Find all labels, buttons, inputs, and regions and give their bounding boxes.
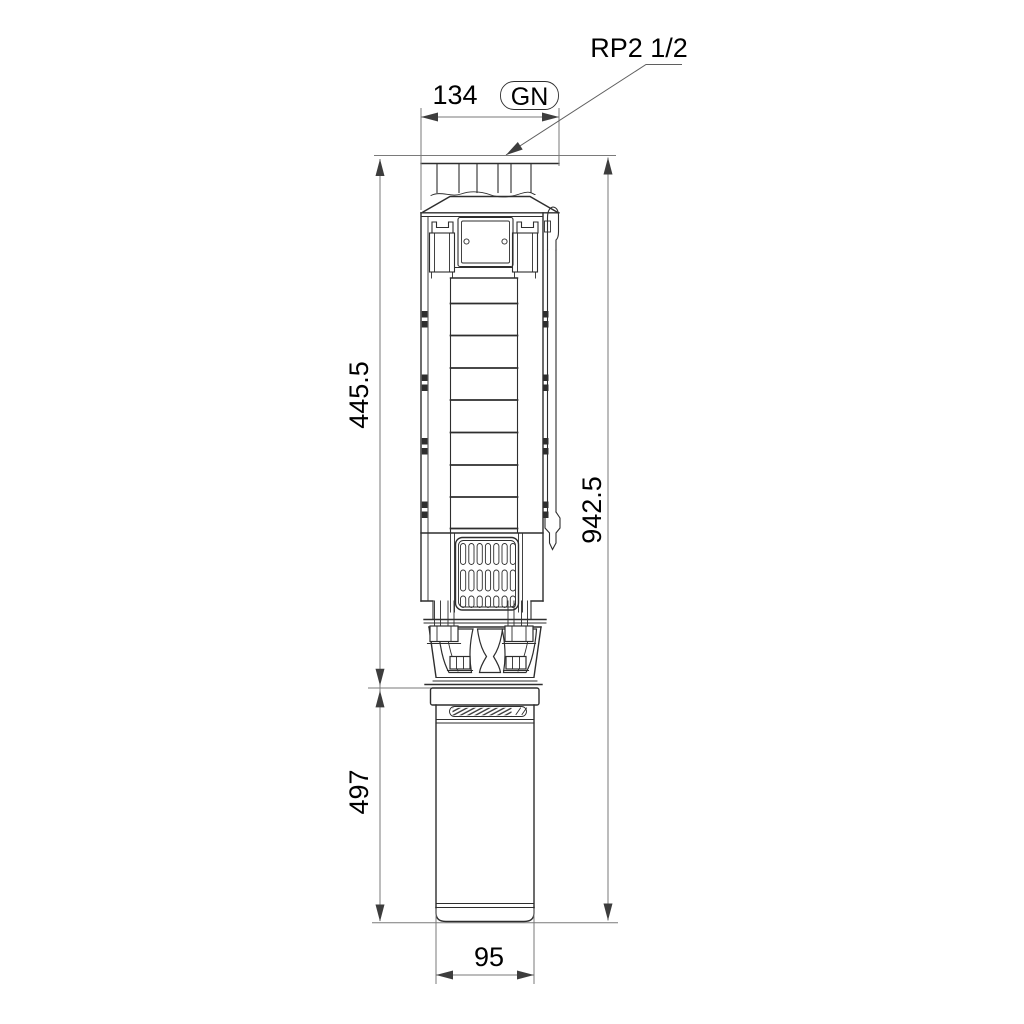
dim-total-length xyxy=(577,158,613,921)
arrowhead-icon xyxy=(542,113,559,122)
right-strap-tab xyxy=(517,222,538,233)
chamber-stack xyxy=(421,278,549,533)
tie-rod-studs xyxy=(435,601,528,626)
strainer-slot xyxy=(494,596,499,608)
arrowhead-icon xyxy=(376,905,385,922)
dim-top-width-value: 134 xyxy=(432,80,478,110)
left-guard-tick xyxy=(422,502,428,509)
nameplate xyxy=(458,218,513,267)
upper-right-nut xyxy=(505,626,533,642)
arrowhead-icon xyxy=(604,904,613,921)
motor-bracket xyxy=(424,620,546,685)
right-strap-detail xyxy=(518,233,533,272)
badge-label: GN xyxy=(510,83,549,111)
strainer-slot xyxy=(461,570,466,591)
arrowhead-icon xyxy=(376,669,385,686)
connection-badge xyxy=(501,82,559,112)
left-strap-feet xyxy=(432,272,453,278)
lower-right-nut xyxy=(506,657,526,670)
motor-body-sides xyxy=(436,705,534,908)
left-guard-tick xyxy=(422,321,428,328)
motor-label-hatch xyxy=(453,708,512,716)
strainer-slot xyxy=(502,570,507,591)
strainer-slot xyxy=(510,544,515,565)
strainer-slot xyxy=(485,596,490,608)
left-guard-tick xyxy=(422,385,428,392)
left-strap xyxy=(430,233,455,272)
strainer-slot xyxy=(485,544,490,565)
motor-bottom-cap xyxy=(436,908,534,922)
left-strap-tab xyxy=(432,222,453,233)
arrowhead-icon xyxy=(517,971,534,980)
nameplate-screw-right xyxy=(502,239,507,244)
dim-motor-diameter-value: 95 xyxy=(473,942,505,972)
strainer-slot xyxy=(469,596,474,608)
dim-pump-length-value: 445.5 xyxy=(344,361,374,429)
pump-drawing xyxy=(421,164,560,922)
thread-lines xyxy=(437,164,531,193)
bracket-center-pillar xyxy=(478,629,503,673)
arrowhead-icon xyxy=(604,158,613,175)
strainer-left-leg xyxy=(451,533,455,612)
strainer-slot xyxy=(494,570,499,591)
dim-motor-diameter xyxy=(436,908,534,984)
arrowhead-icon xyxy=(376,690,385,707)
arrowhead-icon xyxy=(376,159,385,176)
strainer-slot xyxy=(477,596,482,608)
strainer-slot xyxy=(477,544,482,565)
discharge-thread-connection xyxy=(421,164,559,197)
left-guard-tick xyxy=(422,311,428,318)
strainer-slot xyxy=(510,596,515,608)
strainer-slot xyxy=(502,544,507,565)
shoulder-outline xyxy=(423,197,557,213)
strainer-slots xyxy=(461,544,516,608)
dim-total-length-value: 942.5 xyxy=(577,476,607,544)
strainer-slot xyxy=(510,570,515,591)
strainer-slot xyxy=(461,596,466,608)
dim-motor-length-value: 497 xyxy=(344,769,374,815)
lower-left-nut xyxy=(450,657,470,670)
nameplate-screw-left xyxy=(464,239,469,244)
left-strap-detail xyxy=(435,233,450,272)
motor xyxy=(431,688,540,922)
left-guard-tick xyxy=(422,375,428,382)
suction-strainer xyxy=(421,533,543,626)
strainer-slot xyxy=(502,596,507,608)
dimension-annotations xyxy=(344,33,688,984)
right-strap xyxy=(513,233,538,272)
left-guard-tick xyxy=(422,438,428,445)
strainer-slot xyxy=(469,544,474,565)
right-strap-feet xyxy=(515,272,536,278)
motor-label-slashes xyxy=(516,708,527,715)
guard-clip-ticks xyxy=(422,311,549,518)
cable-guard-rails xyxy=(548,250,557,512)
arrowhead-icon xyxy=(421,113,438,122)
strainer-box xyxy=(456,538,519,611)
strainer-slot xyxy=(461,544,466,565)
left-guard-tick xyxy=(422,512,428,519)
motor-flange xyxy=(431,688,540,705)
dim-motor-length xyxy=(344,690,385,921)
stage-joint-lines xyxy=(451,304,518,529)
upper-left-nut xyxy=(430,626,458,642)
strainer-slot xyxy=(485,570,490,591)
arrowhead-icon xyxy=(504,142,523,159)
left-guard-tick xyxy=(422,448,428,455)
thread-label: RP2 1/2 xyxy=(590,33,688,63)
arrowhead-icon xyxy=(436,971,453,980)
strainer-slot xyxy=(469,570,474,591)
strainer-slot xyxy=(494,544,499,565)
strainer-slot xyxy=(477,570,482,591)
